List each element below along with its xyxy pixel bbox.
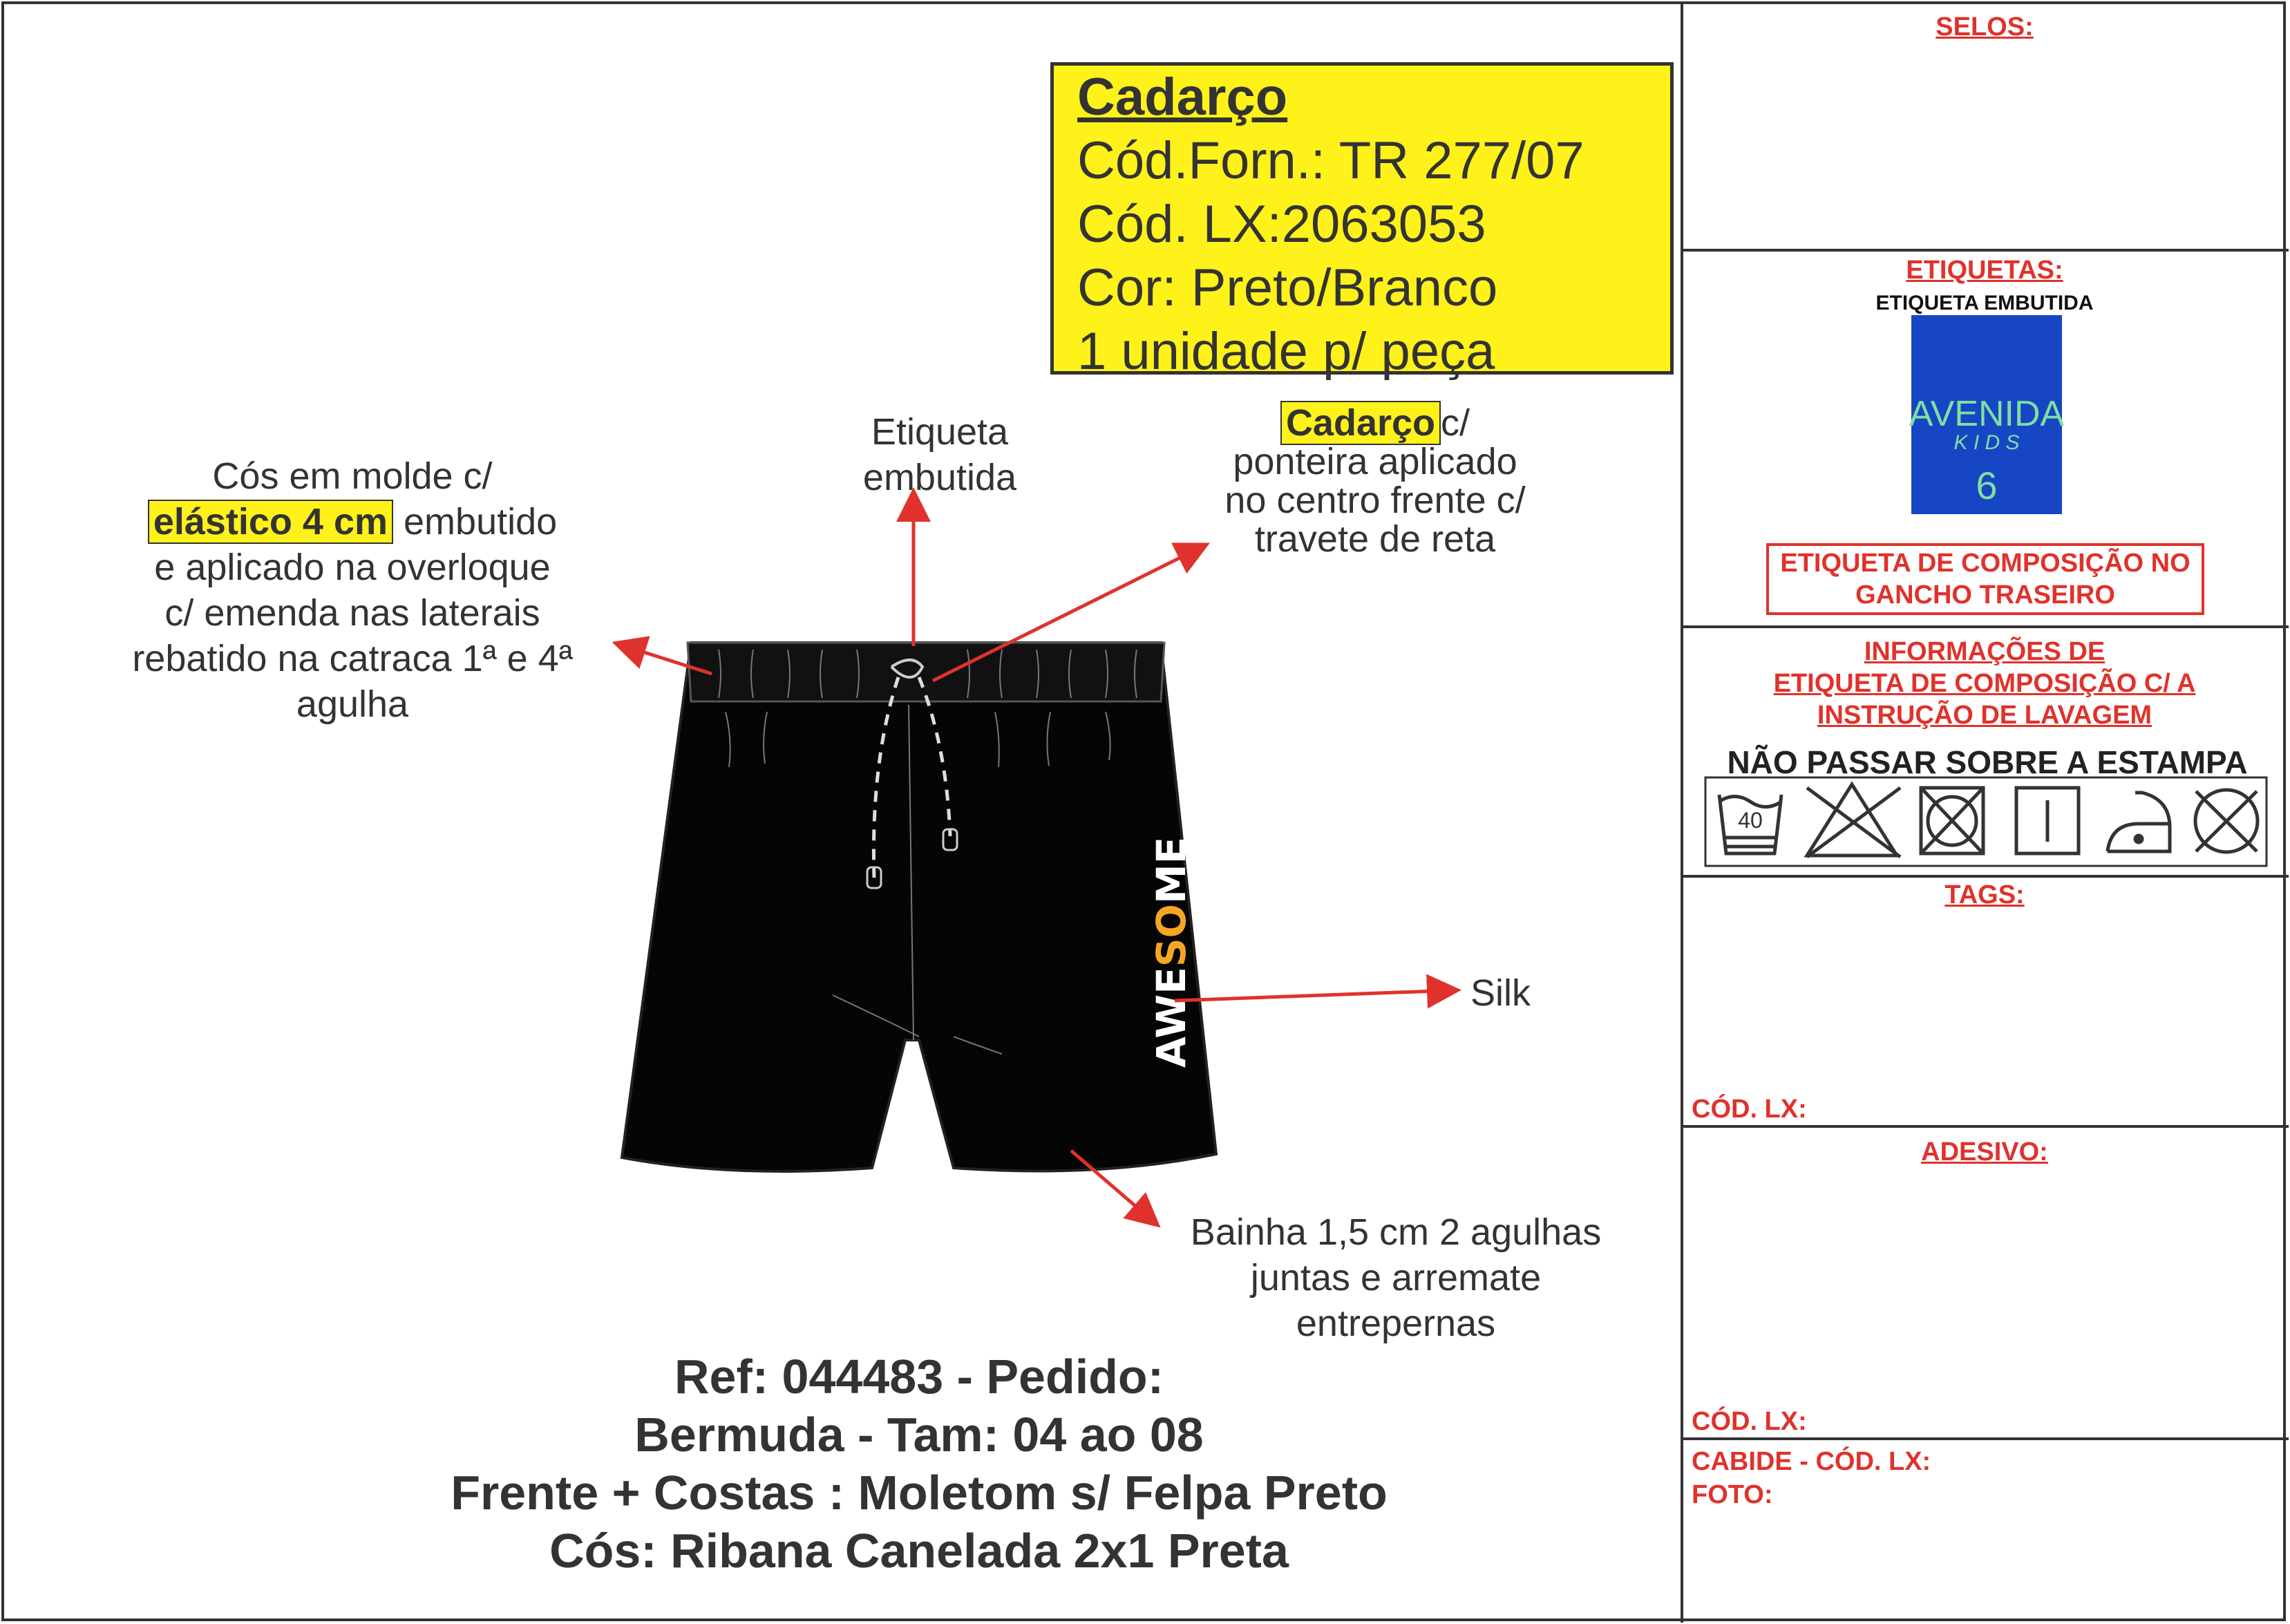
product-line: Bermuda - Tam: 04 ao 08 bbox=[634, 1408, 1204, 1462]
arrow-silk bbox=[1175, 990, 1455, 1001]
callout-line: no centro frente c/ bbox=[1224, 480, 1526, 521]
iron-low-icon bbox=[2108, 793, 2170, 851]
callout-line: rebatido na catraca 1ª e 4ª bbox=[132, 638, 573, 679]
cabide-label: CABIDE - CÓD. LX: bbox=[1692, 1447, 1931, 1476]
callout-line: e aplicado na overloque bbox=[154, 547, 551, 588]
drawstring-callout bbox=[1175, 404, 1575, 558]
callout-line bbox=[97, 499, 608, 545]
info-box-title: Cadarço bbox=[1077, 68, 1288, 126]
no-bleach-icon bbox=[1807, 784, 1900, 857]
callout-line: Etiqueta bbox=[871, 411, 1009, 453]
info-box-line: Cód. LX:2063053 bbox=[1077, 195, 1486, 254]
callout-line: embutida bbox=[862, 457, 1017, 498]
brand-sub: K I D S bbox=[1953, 431, 2020, 454]
care-icons-box bbox=[1705, 777, 2267, 866]
shorts-illustration bbox=[622, 643, 1216, 1171]
informacoes-line: ETIQUETA DE COMPOSIÇÃO C/ A bbox=[1773, 669, 2196, 698]
svg-text:AWESOME: AWESOME bbox=[1148, 836, 1195, 1068]
cod-lx-label: CÓD. LX: bbox=[1692, 1095, 1807, 1124]
label-callout bbox=[802, 409, 1078, 500]
waistband-line: Cós: Ribana Canelada 2x1 Preta bbox=[549, 1524, 1289, 1578]
product-description bbox=[297, 1348, 1541, 1580]
waistband-callout bbox=[97, 453, 608, 727]
foto-label: FOTO: bbox=[1692, 1480, 1773, 1509]
callout-text: c/ bbox=[1441, 402, 1470, 444]
silk-print bbox=[1148, 837, 1195, 1068]
informacoes-heading bbox=[1683, 636, 2286, 731]
brand-name: AVENIDA bbox=[1909, 394, 2065, 434]
callout-line: ponteira aplicado bbox=[1233, 441, 1517, 482]
no-tumble-dry-icon bbox=[1921, 788, 1983, 853]
composition-text bbox=[1768, 547, 2203, 611]
callout-highlight: elástico 4 cm bbox=[148, 500, 393, 544]
etiqueta-embutida-label: ETIQUETA EMBUTIDA bbox=[1875, 292, 2094, 314]
callout-highlight: Cadarço bbox=[1280, 401, 1441, 445]
callout-line: c/ emenda nas laterais bbox=[164, 592, 540, 634]
info-box-line: 1 unidade p/ peça bbox=[1077, 322, 1495, 381]
etiquetas-heading: ETIQUETAS: bbox=[1906, 256, 2063, 285]
brand-size: 6 bbox=[1976, 464, 1998, 507]
info-box-line: Cor: Preto/Branco bbox=[1077, 258, 1498, 317]
hem-callout bbox=[1161, 1209, 1631, 1346]
line-dry-icon bbox=[2016, 788, 2079, 853]
informacoes-line: INFORMAÇÕES DE bbox=[1864, 637, 2106, 666]
informacoes-line: INSTRUÇÃO DE LAVAGEM bbox=[1817, 701, 2152, 730]
silk-callout: Silk bbox=[1470, 972, 1531, 1014]
callout-text: embutido bbox=[404, 501, 558, 542]
drawstring-info-box bbox=[1050, 62, 1674, 381]
callout-line: entrepernas bbox=[1296, 1303, 1496, 1344]
no-dry-clean-icon bbox=[2195, 790, 2258, 852]
ref-line: Ref: 044483 - Pedido: bbox=[674, 1350, 1164, 1404]
callout-line: Bainha 1,5 cm 2 agulhas bbox=[1190, 1211, 1602, 1253]
info-box-line: Cód.Forn.: TR 277/07 bbox=[1077, 131, 1584, 190]
adesivo-heading: ADESIVO: bbox=[1921, 1137, 2048, 1167]
fabric-line: Frente + Costas : Moletom s/ Felpa Preto bbox=[451, 1466, 1388, 1520]
composition-line: GANCHO TRASEIRO bbox=[1855, 580, 2115, 610]
wash-temp: 40 bbox=[1738, 808, 1763, 833]
callout-line bbox=[1175, 404, 1575, 442]
tags-heading: TAGS: bbox=[1944, 880, 2025, 909]
callout-line: Cós em molde c/ bbox=[212, 455, 493, 497]
nao-passar-warning: NÃO PASSAR SOBRE A ESTAMPA bbox=[1727, 744, 2248, 780]
callout-line: juntas e arremate bbox=[1250, 1257, 1542, 1299]
cod-lx-label: CÓD. LX: bbox=[1692, 1407, 1807, 1436]
callout-line: travete de reta bbox=[1254, 518, 1496, 560]
composition-line: ETIQUETA DE COMPOSIÇÃO NO bbox=[1780, 549, 2190, 578]
selos-heading: SELOS: bbox=[1936, 12, 2034, 41]
callout-line: agulha bbox=[296, 683, 409, 725]
